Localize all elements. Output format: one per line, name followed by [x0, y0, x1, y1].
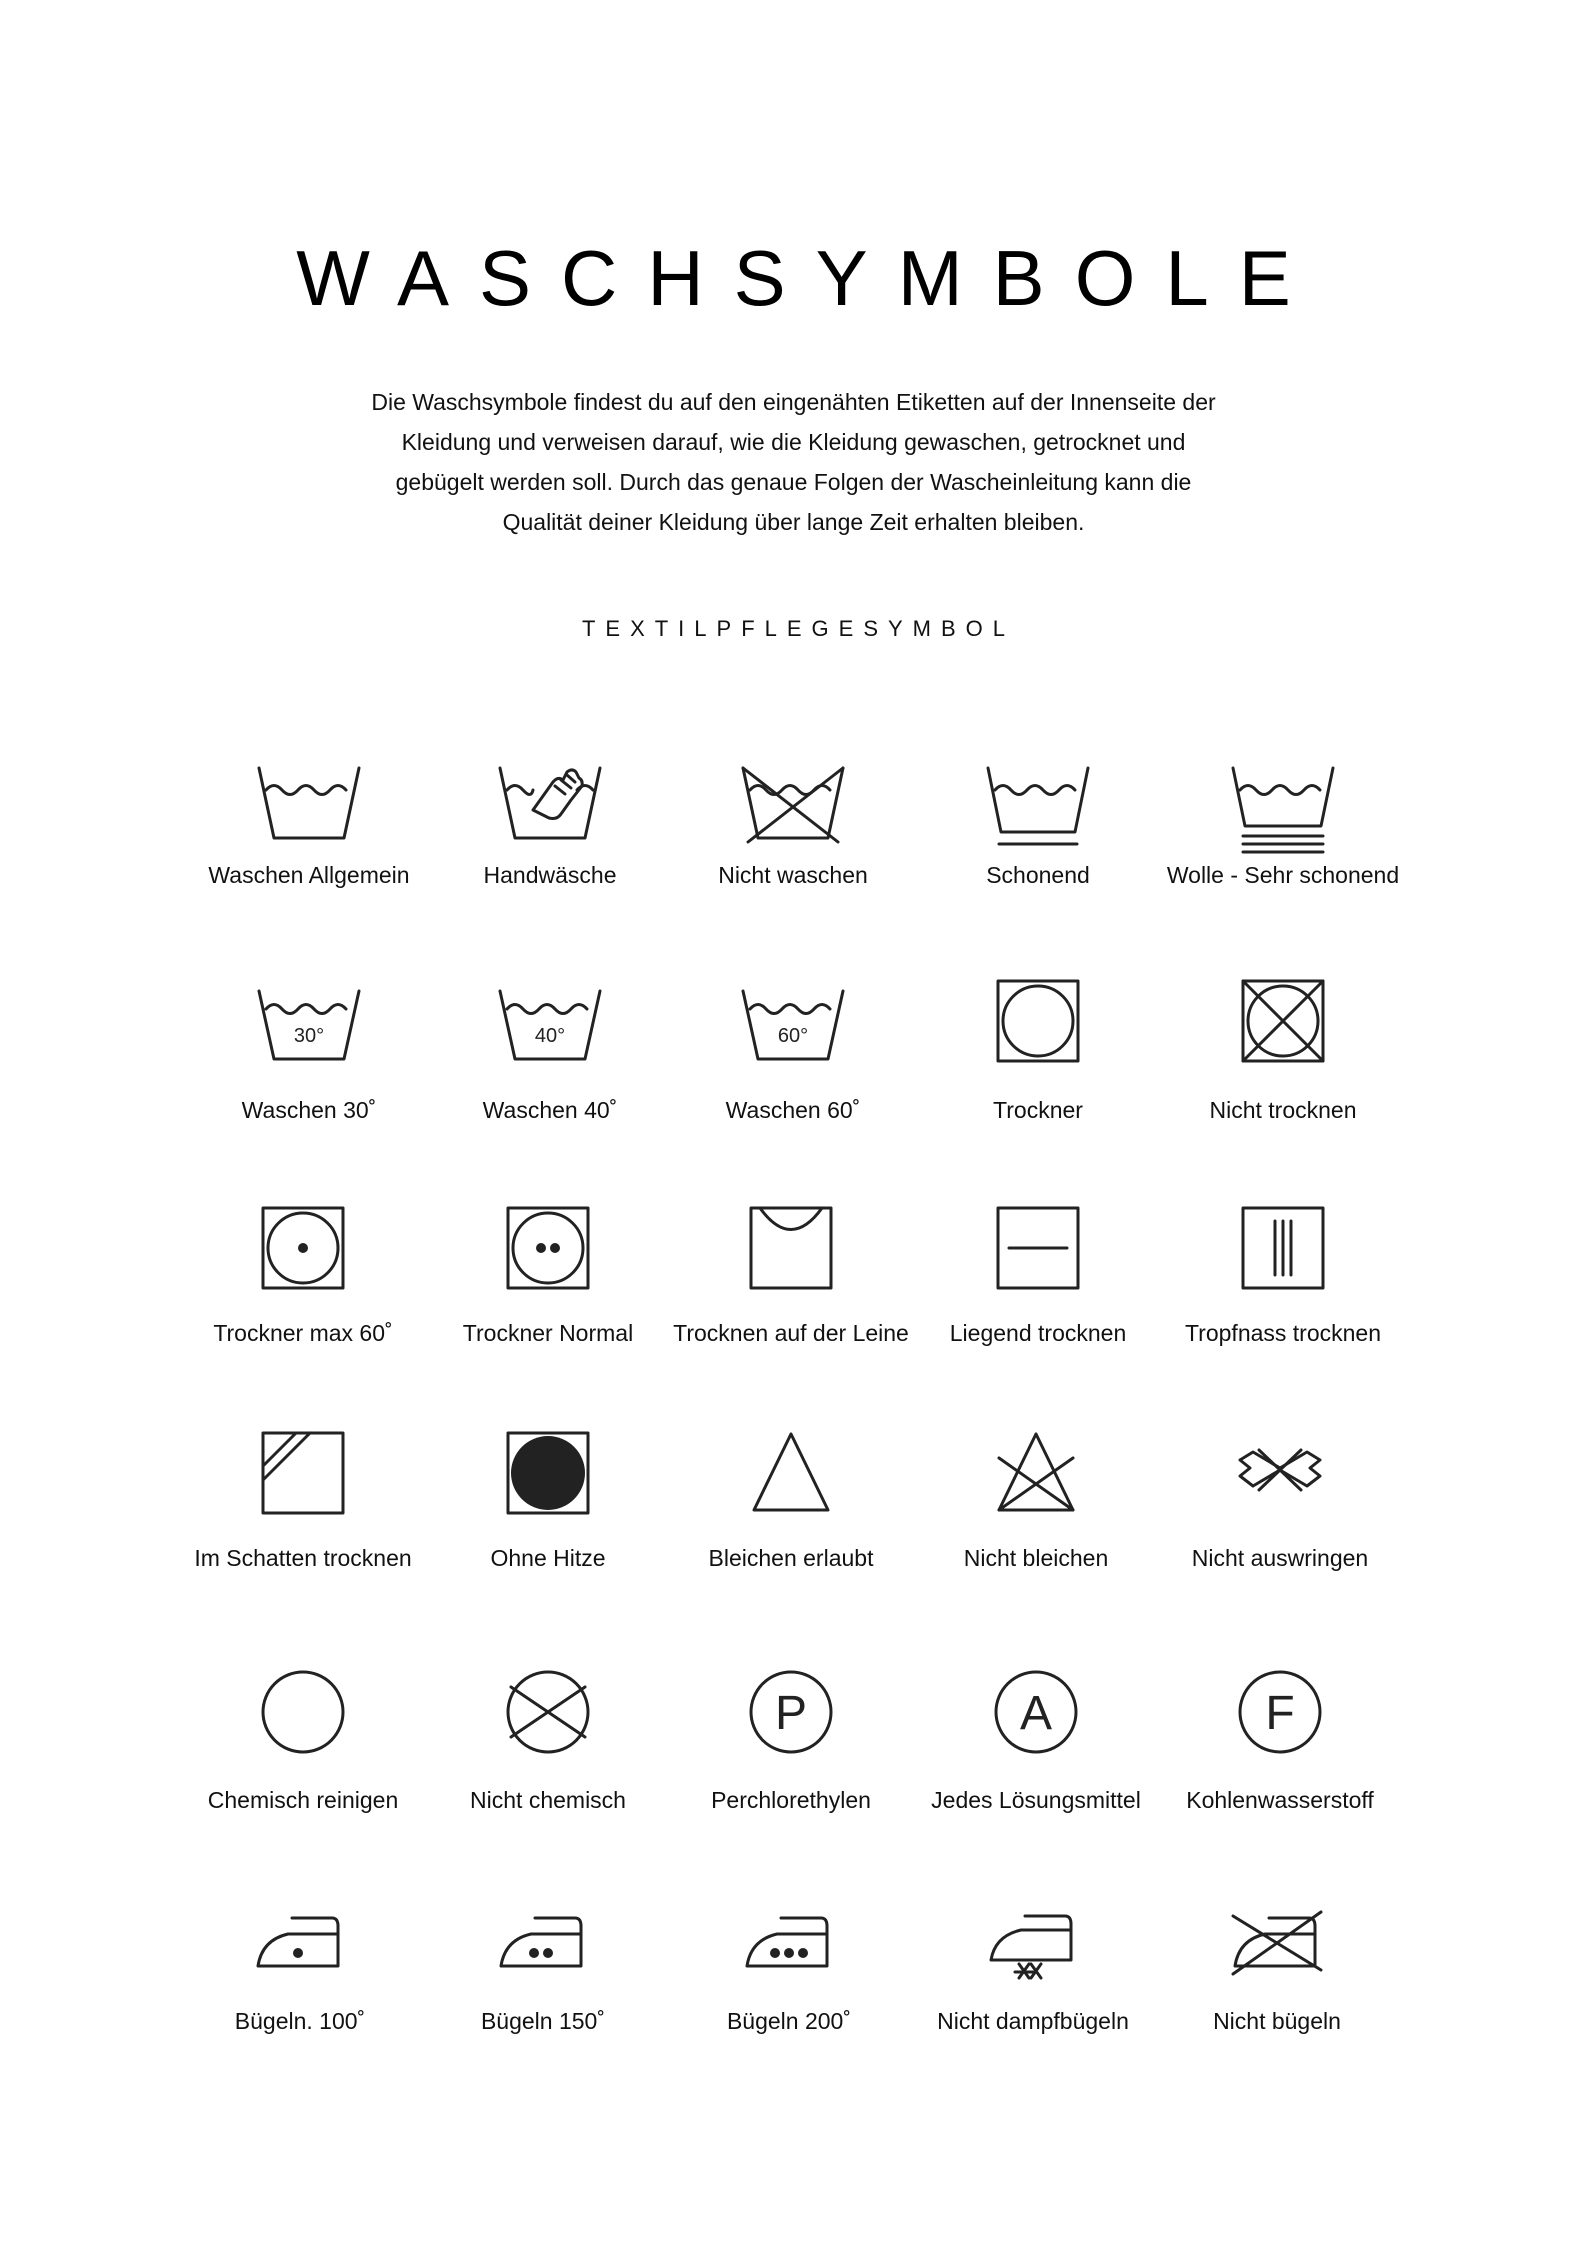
- symbol-item: [1158, 978, 1408, 1123]
- symbol-label: Bügeln 150˚: [480, 2008, 606, 2034]
- dry-clean-a-icon: [991, 1667, 1081, 1757]
- dry-clean-icon: [258, 1667, 348, 1757]
- symbol-item: [908, 1908, 1158, 2034]
- dry-flat-icon: [995, 1205, 1081, 1291]
- tumble-dry-low-icon: [260, 1205, 346, 1291]
- wool-wash-icon: [1228, 760, 1338, 856]
- drip-dry-icon: [1240, 1205, 1326, 1291]
- symbol-label: Schonend: [986, 862, 1090, 888]
- line-dry-icon: [748, 1205, 834, 1291]
- symbol-label: Nicht bleichen: [963, 1545, 1109, 1571]
- bleach-allowed-icon: [748, 1430, 834, 1516]
- symbol-item: [913, 760, 1163, 888]
- symbol-item: [666, 1205, 916, 1346]
- symbol-label: Bügeln 200˚: [726, 2008, 852, 2034]
- intro-line: gebügelt werden soll. Durch das genaue Folgen der Wascheinleitung kann die: [395, 469, 1192, 495]
- symbol-item: [911, 1667, 1161, 1813]
- symbol-item: [664, 1908, 914, 2034]
- intro-line: Qualität deiner Kleidung über lange Zeit erhalten bleiben.: [502, 509, 1085, 535]
- symbol-item: [423, 1430, 673, 1571]
- symbol-item: [184, 760, 434, 888]
- dry-clean-f-icon: [1235, 1667, 1325, 1757]
- symbol-label: Liegend trocknen: [949, 1320, 1127, 1346]
- no-steam-iron-icon: [985, 1908, 1081, 1982]
- hand-wash-icon: [495, 760, 605, 850]
- symbol-label: Trockner: [993, 1097, 1083, 1123]
- symbol-label: Perchlorethylen: [711, 1787, 871, 1813]
- symbol-label: Chemisch reinigen: [207, 1787, 399, 1813]
- do-not-wring-icon: [1235, 1430, 1325, 1516]
- temperature-text: 30°: [293, 1025, 325, 1047]
- symbol-label: Waschen 40˚: [482, 1097, 618, 1123]
- do-not-tumble-dry-icon: [1240, 978, 1326, 1064]
- iron-low-icon: [252, 1908, 348, 1978]
- iron-medium-icon: [495, 1908, 591, 1978]
- symbol-item: [1152, 1908, 1402, 2034]
- symbol-label: Waschen 30˚: [241, 1097, 377, 1123]
- symbol-label: Nicht auswringen: [1191, 1545, 1369, 1571]
- intro-line: Kleidung und verweisen darauf, wie die Kleidung gewaschen, getrocknet und: [401, 429, 1186, 455]
- symbol-label: Bügeln. 100˚: [234, 2008, 366, 2034]
- symbol-item: [178, 1667, 428, 1813]
- symbol-item: [913, 1205, 1163, 1346]
- wash-60-icon: [738, 985, 848, 1065]
- wash-40-icon: [495, 985, 605, 1065]
- symbol-item: [911, 1430, 1161, 1571]
- symbol-label: Nicht chemisch: [470, 1787, 626, 1813]
- symbol-item: [913, 978, 1163, 1123]
- do-not-bleach-icon: [993, 1430, 1079, 1516]
- no-heat-icon: [505, 1430, 591, 1516]
- symbol-label: Trockner max 60˚: [213, 1320, 393, 1346]
- symbol-label: Nicht dampfbügeln: [937, 2008, 1129, 2034]
- symbol-label: Jedes Lösungsmittel: [931, 1787, 1141, 1813]
- symbol-label: Bleichen erlaubt: [708, 1545, 874, 1571]
- do-not-wash-icon: [738, 760, 848, 850]
- solvent-letter: P: [774, 1687, 808, 1740]
- symbol-item: [1158, 760, 1408, 888]
- symbol-item: [668, 985, 918, 1123]
- dry-clean-p-icon: [746, 1667, 836, 1757]
- symbol-label: Nicht waschen: [718, 862, 868, 888]
- symbol-label: Waschen Allgemein: [208, 862, 410, 888]
- symbol-label: Tropfnass trocknen: [1184, 1320, 1382, 1346]
- symbol-item: [666, 1430, 916, 1571]
- symbol-label: Nicht trocknen: [1209, 1097, 1357, 1123]
- temperature-text: 60°: [777, 1025, 809, 1047]
- symbol-item: [425, 760, 675, 888]
- symbol-item: [423, 1205, 673, 1346]
- symbol-label: Handwäsche: [483, 862, 617, 888]
- symbol-label: Ohne Hitze: [490, 1545, 606, 1571]
- symbol-label: Wolle - Sehr schonend: [1166, 862, 1400, 888]
- intro-line: Die Waschsymbole findest du auf den eingenähten Etiketten auf der Innenseite der: [371, 389, 1216, 415]
- symbol-item: [184, 985, 434, 1123]
- symbol-item: [175, 1908, 425, 2034]
- symbol-label: Kohlenwasserstoff: [1186, 1787, 1374, 1813]
- wash-tub-icon: [254, 760, 364, 850]
- symbol-label: Im Schatten trocknen: [194, 1545, 412, 1571]
- symbol-item: [1158, 1205, 1408, 1346]
- wash-30-icon: [254, 985, 364, 1065]
- symbol-item: [178, 1430, 428, 1571]
- tumble-dry-icon: [995, 978, 1081, 1064]
- symbol-item: [1155, 1430, 1405, 1571]
- do-not-iron-icon: [1229, 1908, 1325, 1978]
- section-subtitle: TEXTILPFLEGESYMBOL: [581, 616, 1016, 641]
- symbol-item: [178, 1205, 428, 1346]
- symbol-item: [666, 1667, 916, 1813]
- symbol-label: Waschen 60˚: [725, 1097, 861, 1123]
- symbol-label: Trocknen auf der Leine: [673, 1320, 909, 1346]
- symbol-item: [425, 985, 675, 1123]
- gentle-wash-icon: [983, 760, 1093, 850]
- symbol-item: [423, 1667, 673, 1813]
- symbol-item: [1155, 1667, 1405, 1813]
- symbol-label: Nicht bügeln: [1213, 2008, 1341, 2034]
- do-not-dry-clean-icon: [503, 1667, 593, 1757]
- temperature-text: 40°: [534, 1025, 566, 1047]
- symbol-label: Trockner Normal: [462, 1320, 634, 1346]
- tumble-dry-normal-icon: [505, 1205, 591, 1291]
- dry-in-shade-icon: [260, 1430, 346, 1516]
- symbol-item: [668, 760, 918, 888]
- solvent-letter: F: [1265, 1687, 1295, 1740]
- symbol-item: [418, 1908, 668, 2034]
- solvent-letter: A: [1019, 1687, 1053, 1740]
- page-title: WASCHSYMBOLE: [296, 234, 1321, 322]
- iron-high-icon: [741, 1908, 837, 1978]
